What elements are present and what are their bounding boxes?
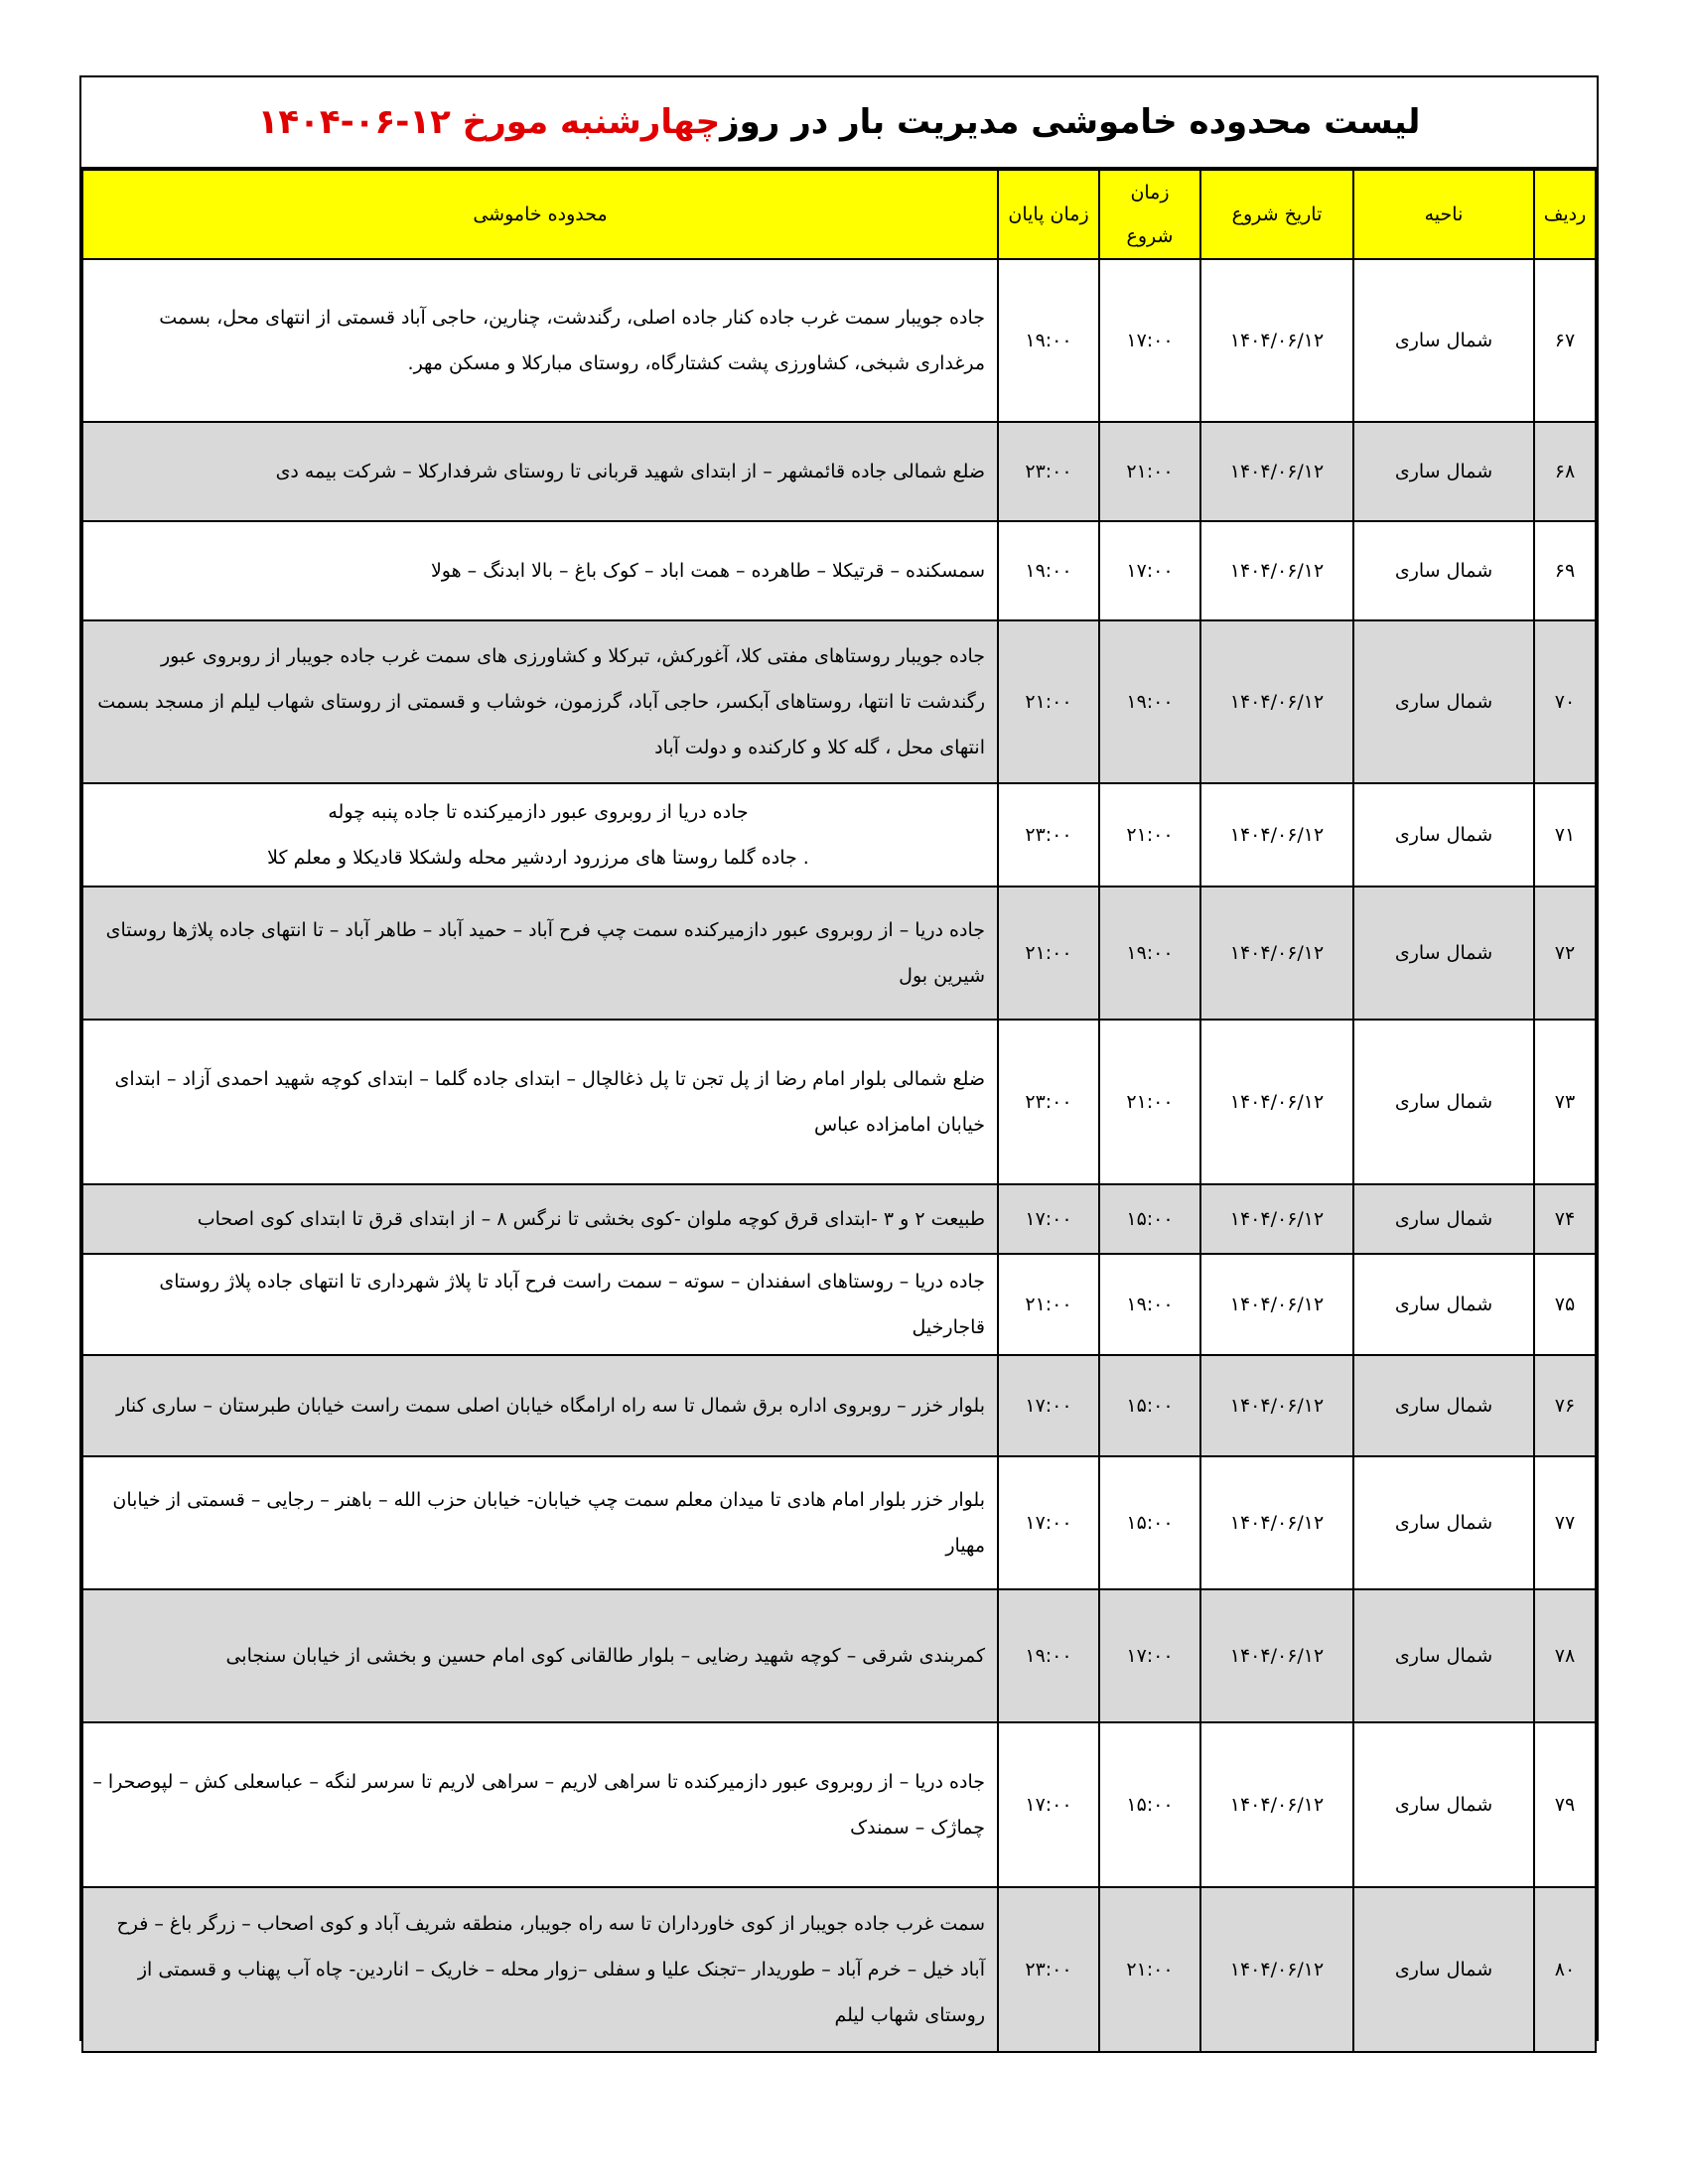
- table-row: [82, 1722, 1596, 1887]
- cell-start-time: ۱۷:۰۰: [1099, 521, 1200, 620]
- cell-start-time: ۱۵:۰۰: [1099, 1722, 1200, 1887]
- cell-end-time: ۲۱:۰۰: [998, 620, 1099, 783]
- table-row: [82, 1254, 1596, 1355]
- cell-row-number: ۸۰: [1534, 1887, 1596, 2052]
- cell-outage-area: سمت غرب جاده جویبار از کوی خاورداران تا سه راه جویبار، منطقه شریف آباد و کوی اصحاب – زرگر باغ – فرح آباد خیل – خرم آباد – طوریدار –تجنک علیا و سفلی –زوار محله – خاریک – اناردین- چاه آب پهناب و قسمتی از روستای شهاب لیلم: [82, 1887, 998, 2052]
- cell-district: شمال ساری: [1353, 1456, 1534, 1589]
- cell-district: شمال ساری: [1353, 1722, 1534, 1887]
- cell-outage-area: جاده دریا – از روبروی عبور دازمیرکنده سمت چپ فرح آباد – حمید آباد – طاهر آباد – تا انتهای جاده پلاژها روستای شیرین بول: [82, 887, 998, 1020]
- cell-outage-area: جاده جویبار روستاهای مفتی کلا، آغورکش، تبرکلا و کشاورزی های سمت غرب جاده جویبار از روبروی عبور رگندشت تا انتها، روستاهای آبکسر، حاجی آباد، گرزمون، خوشاب و قسمتی از روستای شهاب لیلم از مسجد بسمت انتهای محل ، گله کلا و کارکنده و دولت آباد: [82, 620, 998, 783]
- cell-end-time: ۲۳:۰۰: [998, 1887, 1099, 2052]
- cell-row-number: ۷۳: [1534, 1020, 1596, 1184]
- cell-outage-area: [82, 783, 998, 887]
- cell-start-time: ۱۵:۰۰: [1099, 1456, 1200, 1589]
- cell-start-date: ۱۴۰۴/۰۶/۱۲: [1200, 1589, 1353, 1722]
- cell-start-date: ۱۴۰۴/۰۶/۱۲: [1200, 1887, 1353, 2052]
- table-row: [82, 422, 1596, 521]
- cell-start-time: ۱۷:۰۰: [1099, 1589, 1200, 1722]
- cell-end-time: ۲۱:۰۰: [998, 887, 1099, 1020]
- cell-start-time: ۲۱:۰۰: [1099, 1887, 1200, 2052]
- table-row: [82, 259, 1596, 422]
- cell-outage-area: بلوار خزر – روبروی اداره برق شمال تا سه راه ارامگاه خیابان اصلی سمت راست خیابان طبرستان – ساری کنار: [82, 1355, 998, 1456]
- cell-row-number: ۷۸: [1534, 1589, 1596, 1722]
- table-row: [82, 521, 1596, 620]
- table-row: [82, 620, 1596, 783]
- cell-end-time: ۲۳:۰۰: [998, 422, 1099, 521]
- cell-outage-area: جاده دریا – از روبروی عبور دازمیرکنده تا سراهی لاریم – سراهی لاریم تا سرسر لنگه – عباسعلی کش – لپوصحرا – چماژک – سمندک: [82, 1722, 998, 1887]
- cell-start-date: ۱۴۰۴/۰۶/۱۲: [1200, 783, 1353, 887]
- cell-end-time: ۱۷:۰۰: [998, 1355, 1099, 1456]
- cell-district: شمال ساری: [1353, 1020, 1534, 1184]
- header-start-time: زمان شروع: [1099, 170, 1200, 259]
- outage-table: [81, 169, 1597, 2053]
- cell-start-time: ۱۹:۰۰: [1099, 887, 1200, 1020]
- cell-outage-area: ضلع شمالی جاده قائمشهر – از ابتدای شهید قربانی تا روستای شرفدارکلا – شرکت بیمه دی: [82, 422, 998, 521]
- cell-district: شمال ساری: [1353, 1887, 1534, 2052]
- cell-start-time: ۱۵:۰۰: [1099, 1355, 1200, 1456]
- cell-row-number: ۷۶: [1534, 1355, 1596, 1456]
- cell-row-number: ۷۴: [1534, 1184, 1596, 1254]
- cell-row-number: ۶۷: [1534, 259, 1596, 422]
- cell-outage-area: جاده جویبار سمت غرب جاده کنار جاده اصلی، رگندشت، چنارین، حاجی آباد قسمتی از انتهای محل، بسمت مرغداری شبخی، کشاورزی پشت کشتارگاه، روستای مبارکلا و مسکن مهر.: [82, 259, 998, 422]
- cell-start-date: ۱۴۰۴/۰۶/۱۲: [1200, 422, 1353, 521]
- cell-district: شمال ساری: [1353, 1184, 1534, 1254]
- header-row-number: ردیف: [1534, 170, 1596, 259]
- cell-district: شمال ساری: [1353, 783, 1534, 887]
- cell-district: شمال ساری: [1353, 521, 1534, 620]
- cell-district: شمال ساری: [1353, 1355, 1534, 1456]
- header-outage-area: محدوده خاموشی: [82, 170, 998, 259]
- cell-end-time: ۲۳:۰۰: [998, 1020, 1099, 1184]
- cell-start-time: ۱۹:۰۰: [1099, 620, 1200, 783]
- cell-row-number: ۶۸: [1534, 422, 1596, 521]
- cell-start-date: ۱۴۰۴/۰۶/۱۲: [1200, 1254, 1353, 1355]
- cell-start-date: ۱۴۰۴/۰۶/۱۲: [1200, 521, 1353, 620]
- table-row: [82, 1887, 1596, 2052]
- page-title: [81, 77, 1597, 169]
- area-line: . جاده گلما روستا های مرزرود اردشیر محله ولشکلا قادیکلا و معلم کلا: [267, 847, 809, 869]
- cell-end-time: ۲۱:۰۰: [998, 1254, 1099, 1355]
- cell-start-time: ۲۱:۰۰: [1099, 1020, 1200, 1184]
- cell-outage-area: سمسکنده – قرتیکلا – طاهرده – همت اباد – کوک باغ – بالا ابدنگ – هولا: [82, 521, 998, 620]
- cell-end-time: ۲۳:۰۰: [998, 783, 1099, 887]
- cell-outage-area: کمربندی شرقی – کوچه شهید رضایی – بلوار طالقانی کوی امام حسین و بخشی از خیابان سنجابی: [82, 1589, 998, 1722]
- cell-outage-area: طبیعت ۲ و ۳ -ابتدای قرق کوچه ملوان -کوی بخشی تا نرگس ۸ – از ابتدای قرق تا ابتدای کوی اصحاب: [82, 1184, 998, 1254]
- cell-end-time: ۱۷:۰۰: [998, 1184, 1099, 1254]
- cell-row-number: ۶۹: [1534, 521, 1596, 620]
- table-row: [82, 1456, 1596, 1589]
- cell-start-date: ۱۴۰۴/۰۶/۱۲: [1200, 1722, 1353, 1887]
- cell-start-date: ۱۴۰۴/۰۶/۱۲: [1200, 1355, 1353, 1456]
- cell-start-time: ۱۷:۰۰: [1099, 259, 1200, 422]
- table-row: [82, 1184, 1596, 1254]
- cell-end-time: ۱۹:۰۰: [998, 259, 1099, 422]
- header-district: ناحیه: [1353, 170, 1534, 259]
- cell-outage-area: بلوار خزر بلوار امام هادی تا میدان معلم سمت چپ خیابان- خیابان حزب الله – باهنر – رجایی – قسمتی از خیابان مهیار: [82, 1456, 998, 1589]
- cell-start-date: ۱۴۰۴/۰۶/۱۲: [1200, 620, 1353, 783]
- cell-end-time: ۱۷:۰۰: [998, 1456, 1099, 1589]
- cell-row-number: ۷۲: [1534, 887, 1596, 1020]
- cell-district: شمال ساری: [1353, 887, 1534, 1020]
- cell-district: شمال ساری: [1353, 259, 1534, 422]
- cell-district: شمال ساری: [1353, 620, 1534, 783]
- cell-start-date: ۱۴۰۴/۰۶/۱۲: [1200, 1020, 1353, 1184]
- table-header-row: [82, 170, 1596, 259]
- cell-end-time: ۱۷:۰۰: [998, 1722, 1099, 1887]
- cell-end-time: ۱۹:۰۰: [998, 521, 1099, 620]
- cell-district: شمال ساری: [1353, 1254, 1534, 1355]
- title-prefix: لیست محدوده خاموشی مدیریت بار در روز: [720, 102, 1421, 142]
- cell-row-number: ۷۵: [1534, 1254, 1596, 1355]
- cell-row-number: ۷۰: [1534, 620, 1596, 783]
- cell-end-time: ۱۹:۰۰: [998, 1589, 1099, 1722]
- cell-start-date: ۱۴۰۴/۰۶/۱۲: [1200, 259, 1353, 422]
- cell-start-date: ۱۴۰۴/۰۶/۱۲: [1200, 1456, 1353, 1589]
- cell-outage-area: جاده دریا – روستاهای اسفندان – سوته – سمت راست فرح آباد تا پلاژ شهرداری تا انتهای جاده پلاژ روستای قاجارخیل: [82, 1254, 998, 1355]
- header-start-date: تاریخ شروع: [1200, 170, 1353, 259]
- cell-district: شمال ساری: [1353, 1589, 1534, 1722]
- title-date-highlight: چهارشنبه مورخ ۱۲-۰۶-۱۴۰۴: [257, 102, 721, 142]
- table-row: [82, 1020, 1596, 1184]
- header-end-time: زمان پایان: [998, 170, 1099, 259]
- cell-outage-area: ضلع شمالی بلوار امام رضا از پل تجن تا پل ذغالچال – ابتدای جاده گلما – ابتدای کوچه شهید احمدی آزاد – ابتدای خیابان امامزاده عباس: [82, 1020, 998, 1184]
- cell-district: شمال ساری: [1353, 422, 1534, 521]
- cell-start-time: ۲۱:۰۰: [1099, 422, 1200, 521]
- table-row: [82, 1355, 1596, 1456]
- table-row: [82, 887, 1596, 1020]
- table-row: [82, 1589, 1596, 1722]
- cell-row-number: ۷۱: [1534, 783, 1596, 887]
- cell-start-date: ۱۴۰۴/۰۶/۱۲: [1200, 887, 1353, 1020]
- document-sheet: [79, 75, 1599, 2041]
- cell-row-number: ۷۷: [1534, 1456, 1596, 1589]
- cell-start-time: ۱۵:۰۰: [1099, 1184, 1200, 1254]
- table-row: [82, 783, 1596, 887]
- cell-start-date: ۱۴۰۴/۰۶/۱۲: [1200, 1184, 1353, 1254]
- cell-row-number: ۷۹: [1534, 1722, 1596, 1887]
- cell-start-time: ۱۹:۰۰: [1099, 1254, 1200, 1355]
- area-line: جاده دریا از روبروی عبور دازمیرکنده تا جاده پنبه چوله: [328, 801, 749, 823]
- cell-start-time: ۲۱:۰۰: [1099, 783, 1200, 887]
